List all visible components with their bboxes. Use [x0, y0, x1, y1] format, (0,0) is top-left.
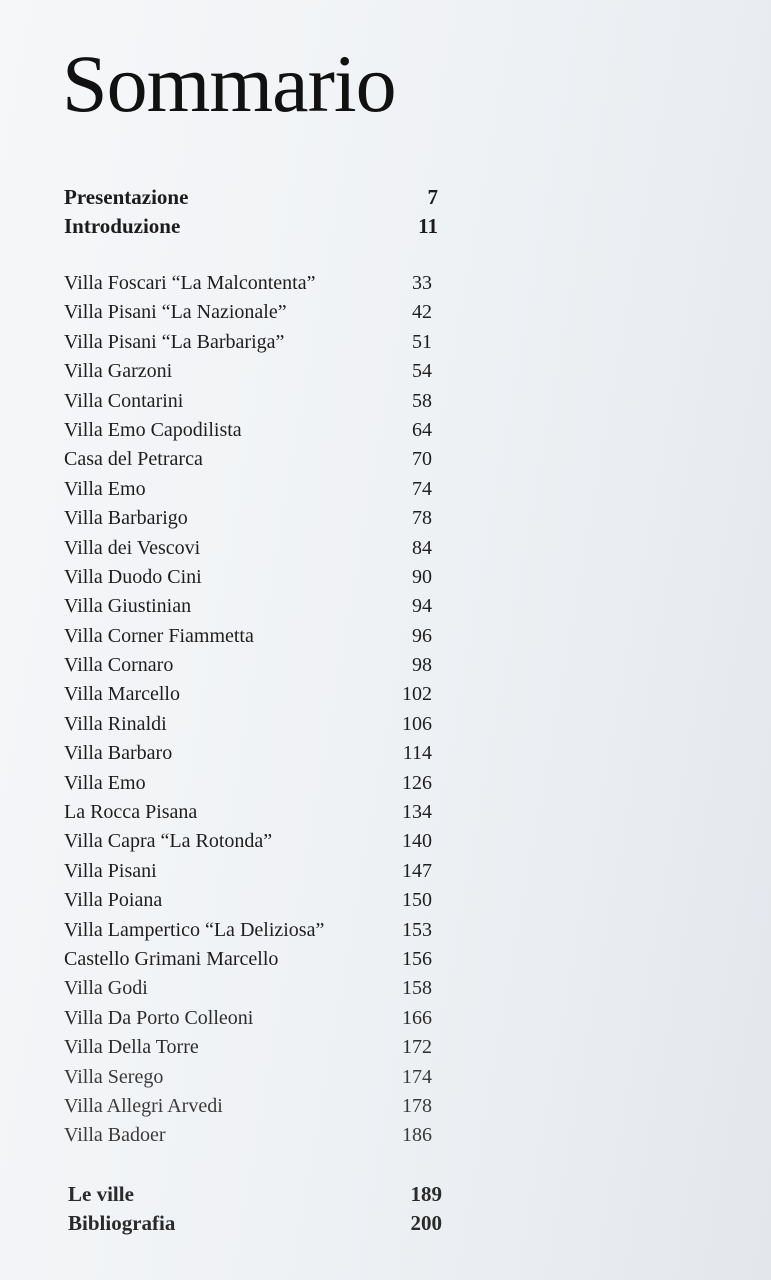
toc-entry-page: 166 — [402, 1006, 432, 1029]
toc-entry-label: Villa Duodo Cini — [64, 565, 202, 588]
toc-entry — [64, 622, 438, 651]
toc-entry — [64, 680, 438, 709]
toc-entry — [64, 974, 438, 1003]
toc-entry — [64, 475, 438, 504]
toc-entry — [64, 534, 438, 563]
toc-entry — [64, 651, 438, 680]
toc-entry — [64, 357, 438, 386]
toc-entry-page: 98 — [412, 654, 432, 677]
toc-entry — [64, 445, 438, 474]
toc-entry-page: 147 — [402, 859, 432, 882]
toc-entry-label: Villa Barbaro — [64, 742, 173, 765]
toc-entry-label: Presentazione — [64, 185, 189, 209]
toc-entry-page: 158 — [402, 977, 432, 1000]
toc-entry-label: Villa Emo — [64, 771, 146, 794]
toc-entry-page: 96 — [412, 624, 432, 647]
toc-entry-page: 174 — [402, 1065, 432, 1088]
toc-entry-label: Villa Lampertico “La Deliziosa” — [64, 918, 325, 941]
toc-entry — [68, 1180, 442, 1209]
toc-entry-page: 172 — [402, 1036, 432, 1059]
toc-entry-label: Villa Emo Capodilista — [64, 418, 242, 441]
toc-entry-label: Castello Grimani Marcello — [64, 947, 279, 970]
toc-entry — [64, 916, 438, 945]
toc-entry-page: 126 — [402, 771, 432, 794]
toc-entry-label: Villa Della Torre — [64, 1036, 199, 1059]
toc-entry — [64, 1063, 438, 1092]
toc-entry-label: Villa Barbarigo — [64, 507, 188, 530]
toc-entry — [64, 827, 438, 856]
toc-entry-page: 134 — [402, 801, 432, 824]
toc-entry-label: Villa Godi — [64, 977, 148, 1000]
toc-entry-page: 51 — [412, 330, 432, 353]
toc-entry — [64, 798, 438, 827]
toc-entry — [64, 328, 438, 357]
toc-entry — [64, 739, 438, 768]
toc-entry-label: Villa Serego — [64, 1065, 164, 1088]
toc-entry-page: 74 — [412, 477, 432, 500]
toc-entry — [64, 945, 438, 974]
toc-entry-label: Introduzione — [64, 214, 181, 238]
toc-entry-page: 33 — [412, 272, 432, 294]
toc-entry-page: 153 — [402, 918, 432, 941]
toc-entry-label: Villa Corner Fiammetta — [64, 624, 254, 647]
page-title: Sommario — [62, 38, 396, 129]
toc-entry-label: Villa Emo — [64, 477, 146, 500]
toc-entry-page: 78 — [412, 507, 432, 530]
toc-entry — [64, 416, 438, 445]
toc-entry-label: Casa del Petrarca — [64, 448, 203, 471]
villa-list — [64, 269, 438, 1151]
toc-entry-page: 11 — [418, 214, 438, 238]
toc-entry — [64, 183, 438, 212]
toc-entry-page: 186 — [402, 1124, 432, 1147]
toc-entry — [68, 1209, 442, 1238]
toc-entry-label: Le ville — [68, 1182, 134, 1206]
toc-entry-page: 42 — [412, 301, 432, 324]
toc-entry — [64, 269, 438, 298]
toc-entry — [64, 710, 438, 739]
toc-entry-label: Villa Garzoni — [64, 360, 173, 383]
toc-entry-page: 156 — [402, 947, 432, 970]
toc-entry-page: 70 — [412, 448, 432, 471]
toc-entry — [64, 387, 438, 416]
toc-entry-page: 58 — [412, 389, 432, 412]
toc-entry — [64, 769, 438, 798]
toc-entry-label: Villa Rinaldi — [64, 712, 167, 735]
toc-entry-label: Villa Badoer — [64, 1124, 166, 1147]
toc-entry-label: La Rocca Pisana — [64, 801, 198, 824]
toc-entry-label: Villa Contarini — [64, 389, 184, 412]
toc-entry-page: 178 — [402, 1094, 432, 1117]
toc-entry-page: 7 — [427, 185, 438, 209]
toc-entry-page: 84 — [412, 536, 432, 559]
toc-entry-page: 102 — [402, 683, 432, 706]
toc-entry-label: Villa Foscari “La Malcontenta” — [64, 272, 316, 294]
toc-entry — [64, 1121, 438, 1150]
toc-entry — [64, 592, 438, 621]
toc-entry — [64, 212, 438, 241]
toc-entry — [64, 857, 438, 886]
toc-entry-page: 200 — [410, 1211, 442, 1235]
toc-entry-label: Villa Pisani — [64, 859, 157, 882]
toc-entry — [64, 1004, 438, 1033]
toc-entry — [64, 1092, 438, 1121]
toc-entry-page: 64 — [412, 418, 432, 441]
toc-entry-label: Villa Giustinian — [64, 595, 192, 618]
toc-entry-page: 140 — [402, 830, 432, 853]
toc-entry — [64, 563, 438, 592]
toc-entry — [64, 1033, 438, 1062]
toc-entry-page: 54 — [412, 360, 432, 383]
toc-entry-page: 114 — [402, 742, 432, 765]
toc-entry-page: 94 — [412, 595, 432, 618]
toc-entry-label: Villa Allegri Arvedi — [64, 1094, 223, 1117]
toc-entry-page: 106 — [402, 712, 432, 735]
toc-entry-label: Villa Poiana — [64, 889, 163, 912]
toc-entry — [64, 504, 438, 533]
toc-entry-label: Villa Marcello — [64, 683, 180, 706]
toc-entry-label: Villa Capra “La Rotonda” — [64, 830, 273, 853]
toc-entry-page: 150 — [402, 889, 432, 912]
toc-entry — [64, 886, 438, 915]
toc-entry-label: Villa Cornaro — [64, 654, 174, 677]
toc-entry-label: Villa Da Porto Colleoni — [64, 1006, 254, 1029]
toc-entry-label: Bibliografia — [68, 1211, 176, 1235]
toc-entry-label: Villa Pisani “La Nazionale” — [64, 301, 287, 324]
toc-entry-label: Villa Pisani “La Barbariga” — [64, 330, 285, 353]
back-matter-list — [68, 1180, 442, 1238]
toc-entry — [64, 298, 438, 327]
front-matter-list — [64, 183, 438, 241]
toc-entry-label: Villa dei Vescovi — [64, 536, 201, 559]
toc-entry-page: 189 — [410, 1182, 442, 1206]
toc-entry-page: 90 — [412, 565, 432, 588]
